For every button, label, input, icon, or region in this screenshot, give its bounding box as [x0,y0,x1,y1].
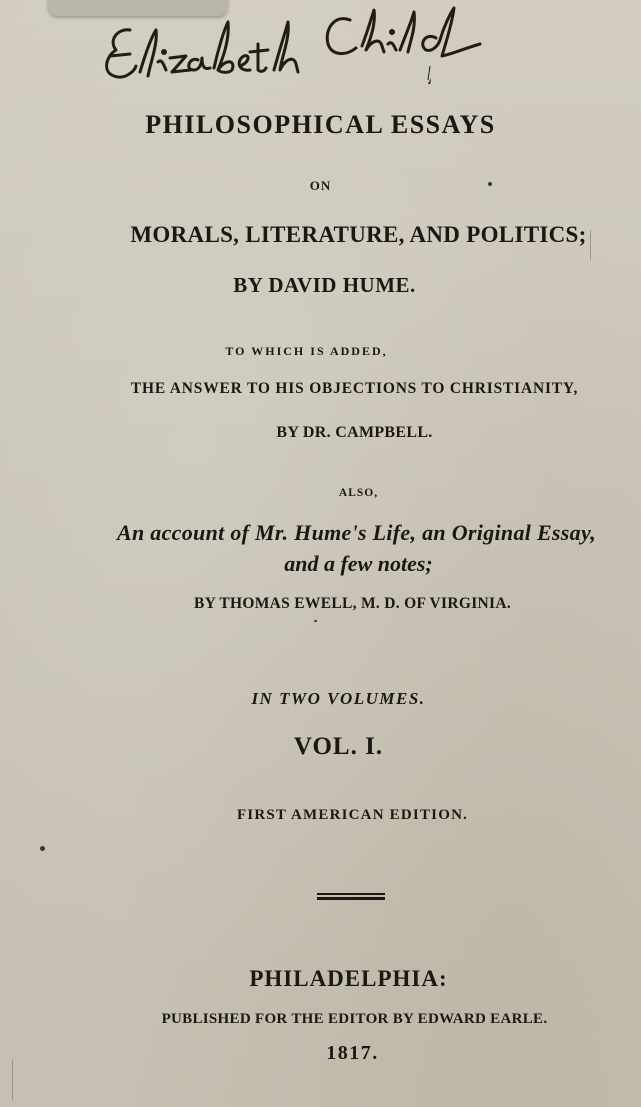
paper-speck [314,620,317,622]
addition-author: BY DR. CAMPBELL. [276,424,433,441]
decorative-rule [317,893,385,901]
editor-line: BY THOMAS EWELL, M. D. OF VIRGINIA. [193,595,512,612]
imprint-publisher: PUBLISHED FOR THE EDITOR BY EDWARD EARLE. [161,1011,548,1027]
imprint-year: 1817. [326,1042,379,1064]
also-label: ALSO, [338,487,379,499]
edition-line: FIRST AMERICAN EDITION. [236,807,469,823]
paper-speck [40,846,45,851]
paper-scratch [12,1060,13,1100]
addition-title: THE ANSWER TO HIS OBJECTIONS TO CHRISTIANITY, [130,380,579,397]
volumes-line: IN TWO VOLUMES. [251,689,426,708]
account-line-1: An account of Mr. Hume's Life, an Original Essay, [117,520,596,545]
book-subject: MORALS, LITERATURE, AND POLITICS; [130,222,587,247]
volume-number: VOL. I. [293,733,384,760]
addition-intro: TO WHICH IS ADDED, [225,344,388,358]
paper-speck [488,182,492,186]
account-line-2: and a few notes; [284,551,433,576]
paper-scratch [590,230,591,260]
author-line: BY DAVID HUME. [233,273,416,297]
imprint-place: PHILADELPHIA: [249,966,448,991]
book-title: PHILOSOPHICAL ESSAYS [145,110,496,139]
title-connector: ON [309,178,332,193]
handwritten-signature [100,0,510,84]
